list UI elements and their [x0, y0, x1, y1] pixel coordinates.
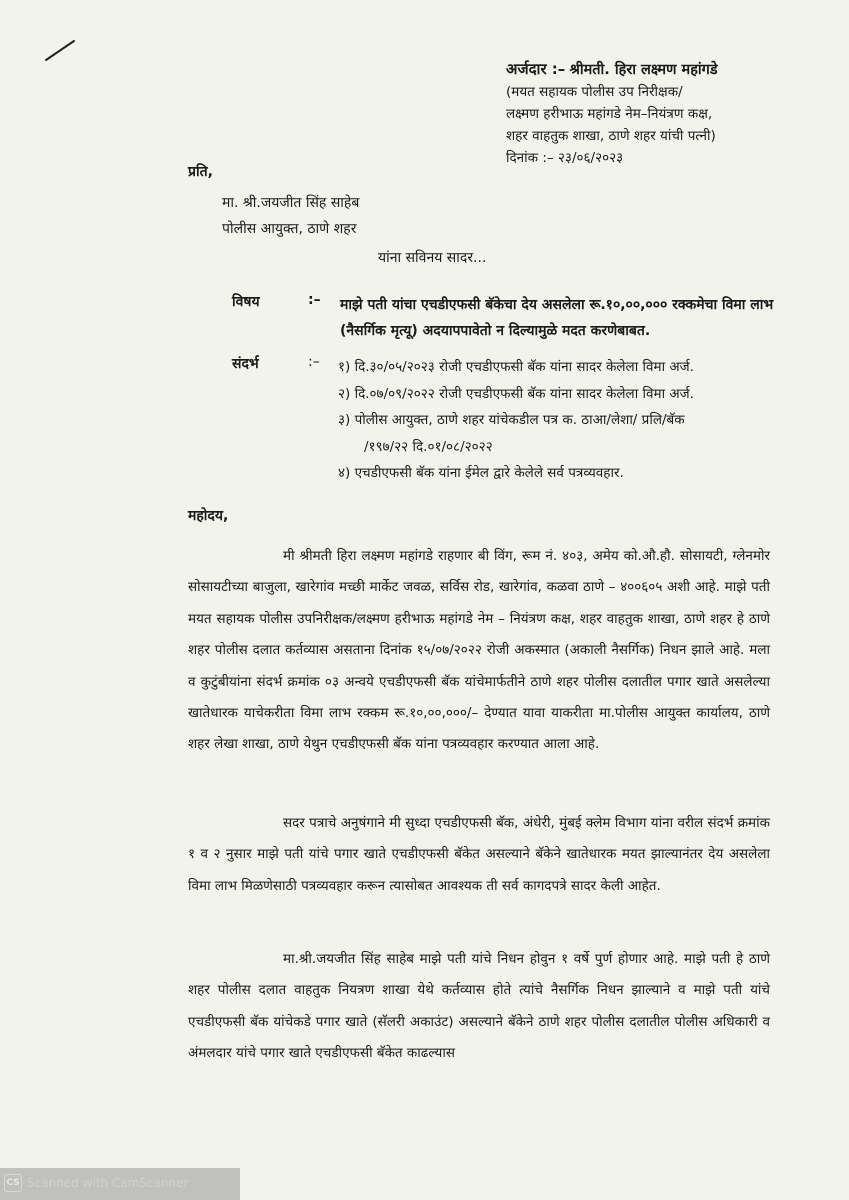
reference-item: १) दि.३०/०५/२०२३ रोजी एचडीएफसी बॅक यांना सादर केलेला विमा अर्ज.: [338, 359, 694, 375]
recipient-to: प्रति,: [188, 164, 213, 180]
recipient-submission: यांना सविनय सादर...: [378, 250, 487, 266]
applicant-block: [506, 58, 836, 169]
reference-label: संदर्भ: [232, 356, 259, 372]
watermark-text: Scanned with CamScanner: [27, 1176, 189, 1190]
reference-item: ४) एचडीएफसी बॅक यांना ईमेल द्वारे केलेले सर्व पत्रव्यवहार.: [338, 465, 624, 481]
subject-label: विषय: [232, 294, 260, 310]
applicant-name: श्रीमती. हिरा लक्ष्मण महांगडे: [569, 62, 718, 78]
applicant-line: (मयत सहायक पोलीस उप निरीक्षक/: [506, 84, 683, 100]
applicant-date: दिनांक :– २३/०६/२०२३: [506, 150, 624, 166]
salutation: महोदय,: [188, 508, 229, 524]
body-paragraph: मी श्रीमती हिरा लक्ष्मण महांगडे राहणार बी विंग, रूम नं. ४०३, अमेय को.औ.हौ. सोसायटी, ग्लेनमोर सोसायटीच्या बाजुला, खारेगांव मच्छी मार्केट जवळ, सर्विस रोड, खारेगांव, कळवा ठाणे – ४००६०५ अशी आहे. माझे पती मयत सहायक पोलीस उपनिरीक्षक/लक्ष्मण हरीभाऊ महांगडे नेम – नियंत्रण कक्ष, शहर वाहतुक शाखा, ठाणे शहर हे ठाणे शहर पोलीस दलात कर्तव्यास असताना दिनांक १५/०७/२०२२ रोजी अकस्मात (अकाली नैसर्गिक) निधन झाले आहे. मला व कुटुंबीयांना संदर्भ क्रमांक ०३ अन्वये एचडीएफसी बॅक यांचेमार्फतीने ठाणे शहर पोलीस दलातील पगार खाते असलेल्या खातेधारक याचेकरीता विमा लाभ रक्कम रू.१०,००,०००/– देण्यात यावा याकरीता मा.पोलीस आयुक्त कार्यालय, ठाणे शहर लेखा शाखा, ठाणे येथुन एचडीएफसी बॅक यांना पत्रव्यवहार करण्यात आला आहे.: [188, 548, 770, 753]
reference-item: २) दि.०७/०९/२०२२ रोजी एचडीएफसी बॅक यांना सादर केलेला विमा अर्ज.: [338, 385, 694, 402]
camscanner-watermark: [0, 1172, 188, 1194]
recipient-name: मा. श्री.जयजीत सिंह साहेब: [222, 195, 360, 211]
subject-dash: :–: [308, 292, 321, 308]
camscanner-logo-icon: CS: [4, 1174, 22, 1192]
body-paragraph: मा.श्री.जयजीत सिंह साहेब माझे पती यांचे निधन होवुन १ वर्षे पुर्ण होणार आहे. माझे पती हे ठाणे शहर पोलीस दलात वाहतुक नियत्रण शाखा येथे कर्तव्यास होते त्यांचे नैसर्गिक निधन झाल्याने व माझे पती यांचे एचडीएफसी बॅक यांचेकडे पगार खाते (सॅलरी अकाउंट) असल्याने बॅकेने ठाणे शहर पोलीस दलातील पोलीस अधिकारी व अंमलदार यांचे पगार खाते एचडीएफसी बॅकेत काढल्यास: [188, 951, 770, 1062]
applicant-line: लक्ष्मण हरीभाऊ महांगडे नेम–नियंत्रण कक्ष,: [506, 106, 713, 122]
recipient-office: पोलीस आयुक्त, ठाणे शहर: [222, 221, 357, 237]
pen-stroke-mark: [44, 38, 76, 62]
applicant-label: अर्जदार :–: [506, 60, 566, 78]
reference-item-continued: /१९७/२२ दि.०१/०८/२०२२: [364, 438, 493, 455]
body-paragraph: सदर पत्राचे अनुषंगाने मी सुध्दा एचडीएफसी बॅक, अंधेरी, मुंबई क्लेम विभाग यांना वरील संदर्भ क्रमांक १ व २ नुसार माझे पती यांचे पगार खाते एचडीएफसी बॅकेत असल्याने बॅकेने खातेधारक मयत झाल्यानंतर देय असलेला विमा लाभ मिळणेसाठी पत्रव्यवहार करून त्यासोबत आवश्यक ती सर्व कागदपत्रे सादर केली आहेत.: [188, 815, 770, 894]
reference-list: [338, 354, 808, 487]
applicant-line: शहर वाहतुक शाखा, ठाणे शहर यांची पत्नी): [506, 128, 716, 144]
reference-item: ३) पोलीस आयुक्त, ठाणे शहर यांचेकडील पत्र क. ठाआ/लेशा/ प्रलि/बॅक: [338, 412, 685, 428]
subject-text: माझे पती यांचा एचडीएफसी बॅकेचा देय असलेला रू.१०,००,००० रक्कमेचा विमा लाभ (नैसर्गिक मृत्यू) अदयापपावेतो न दिल्यामुळे मदत करणेबाबत.: [340, 297, 774, 339]
reference-dash: :–: [308, 354, 320, 370]
